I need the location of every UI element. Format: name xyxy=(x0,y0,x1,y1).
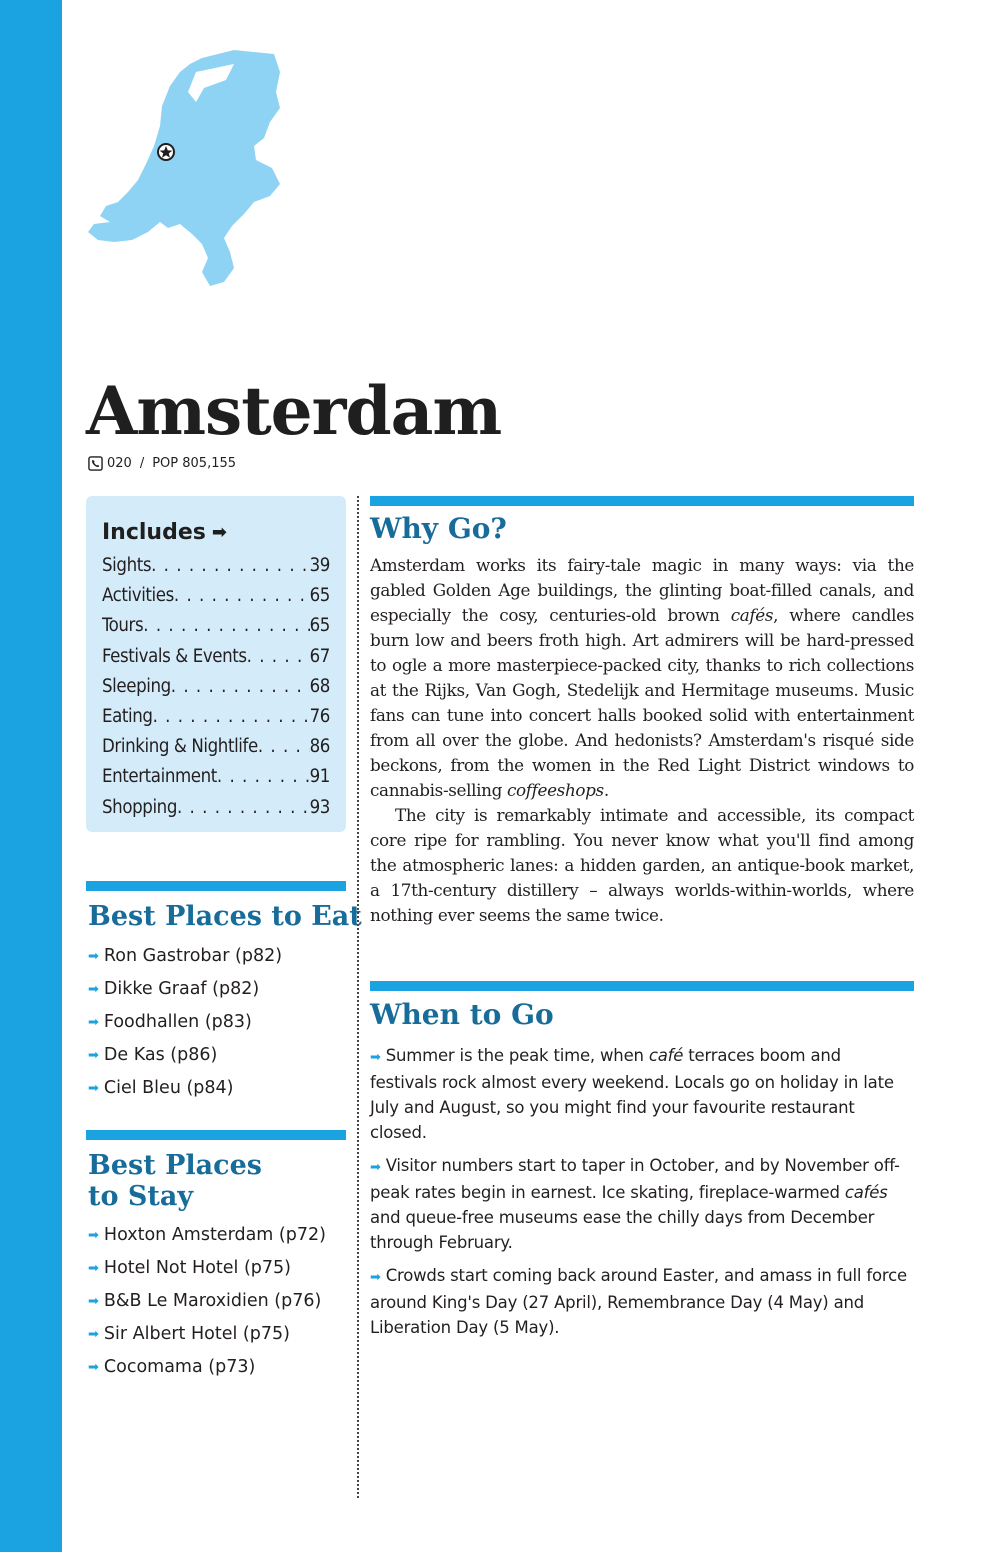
phone-icon xyxy=(88,456,103,471)
when-bullet: ➡ Summer is the peak time, when café terraces boom and festivals rock almost every weekend. Locals go on holiday in late July and August, so you might find your favourite restaurant closed. xyxy=(370,1046,894,1142)
netherlands-shape xyxy=(88,50,280,286)
why-go-body xyxy=(370,553,914,928)
arrow-right-icon: ➡ xyxy=(88,982,99,997)
includes-item: Sleeping . . . 68 xyxy=(102,672,330,702)
includes-list xyxy=(102,551,330,823)
includes-item: Drinking & Nightlife . . . 86 xyxy=(102,732,330,762)
list-item: ➡ Dikke Graaf (p82) xyxy=(88,973,282,1006)
arrow-right-icon: ➡ xyxy=(370,1270,381,1285)
population: POP 805,155 xyxy=(152,456,237,471)
when-bullet: ➡ Visitor numbers start to taper in October, and by November off-peak rates begin in earnest. Ice skating, fireplace-warmed cafés and queue-free museums ease the chilly days from December through February. xyxy=(370,1156,900,1252)
includes-item: Shopping . . . 93 xyxy=(102,793,330,823)
list-item: ➡ Ron Gastrobar (p82) xyxy=(88,940,282,973)
arrow-right-icon: ➡ xyxy=(88,1360,99,1375)
best-stay-list xyxy=(88,1219,326,1384)
includes-item: Activities . . . 65 xyxy=(102,581,330,611)
page-title: Amsterdam xyxy=(86,372,502,450)
section-rule xyxy=(370,496,914,506)
arrow-right-icon: ➡ xyxy=(211,522,227,543)
why-go-paragraph: Amsterdam works its fairy-tale magic in many ways: via the gabled Golden Age buildings, the glinting boat-filled canals, and especially the cosy, centuries-old brown cafés, where candles burn low and beers froth high. Art admirers will be hard-pressed to ogle a more masterpiece-packed city, thanks to rich collections at the Rijks, Van Gogh, Stedelijk and Hermitage museums. Music fans can tune into concert halls booked solid with entertainment from all over the globe. And hedonists? Amsterdam's risqué side beckons, from the women in the Red Light District windows to cannabis-selling coffeeshops. xyxy=(370,555,914,800)
arrow-right-icon: ➡ xyxy=(88,1081,99,1096)
why-go-heading: Why Go? xyxy=(370,512,507,545)
arrow-right-icon: ➡ xyxy=(370,1050,381,1065)
includes-item: Eating . . . 76 xyxy=(102,702,330,732)
arrow-right-icon: ➡ xyxy=(88,1228,99,1243)
list-item: ➡ Sir Albert Hotel (p75) xyxy=(88,1318,326,1351)
best-stay-heading: Best Places to Stay xyxy=(88,1150,262,1212)
includes-item: Tours . . . 65 xyxy=(102,611,330,641)
meta-separator: / xyxy=(139,456,145,471)
includes-item: Festivals & Events . . . 67 xyxy=(102,642,330,672)
arrow-right-icon: ➡ xyxy=(88,1015,99,1030)
section-rule xyxy=(370,981,914,991)
netherlands-locator-map xyxy=(84,46,284,286)
arrow-right-icon: ➡ xyxy=(88,949,99,964)
list-item: ➡ De Kas (p86) xyxy=(88,1039,282,1072)
includes-heading: Includes ➡ xyxy=(102,520,227,545)
section-rule xyxy=(86,881,346,891)
phone-code: 020 xyxy=(107,456,132,471)
arrow-right-icon: ➡ xyxy=(370,1160,381,1175)
why-go-paragraph: The city is remarkably intimate and accessible, its compact core ripe for rambling. You never know what you'll find among the atmospheric lanes: a hidden garden, an antique-book market, a 17th-century distillery – always worlds-within-worlds, where nothing ever seems the same twice. xyxy=(370,805,914,925)
list-item: ➡ Ciel Bleu (p84) xyxy=(88,1072,282,1105)
city-meta xyxy=(88,456,236,471)
when-to-go-body xyxy=(370,1043,910,1348)
list-item: ➡ Cocomama (p73) xyxy=(88,1351,326,1384)
best-eat-list xyxy=(88,940,282,1105)
list-item: ➡ B&B Le Maroxidien (p76) xyxy=(88,1285,326,1318)
arrow-right-icon: ➡ xyxy=(88,1261,99,1276)
includes-item: Sights . . . 39 xyxy=(102,551,330,581)
list-item: ➡ Foodhallen (p83) xyxy=(88,1006,282,1039)
list-item: ➡ Hoxton Amsterdam (p72) xyxy=(88,1219,326,1252)
section-rule xyxy=(86,1130,346,1140)
includes-item: Entertainment . . . 91 xyxy=(102,762,330,792)
arrow-right-icon: ➡ xyxy=(88,1327,99,1342)
when-bullet: ➡ Crowds start coming back around Easter, and amass in full force around King's Day (27 April), Remembrance Day (4 May) and Liberation Day (5 May). xyxy=(370,1266,907,1337)
color-spine-bar xyxy=(0,0,62,1552)
column-divider xyxy=(357,496,359,1498)
includes-box xyxy=(86,496,346,832)
arrow-right-icon: ➡ xyxy=(88,1294,99,1309)
when-to-go-heading: When to Go xyxy=(370,998,554,1031)
list-item: ➡ Hotel Not Hotel (p75) xyxy=(88,1252,326,1285)
arrow-right-icon: ➡ xyxy=(88,1048,99,1063)
best-eat-heading: Best Places to Eat xyxy=(88,901,362,932)
